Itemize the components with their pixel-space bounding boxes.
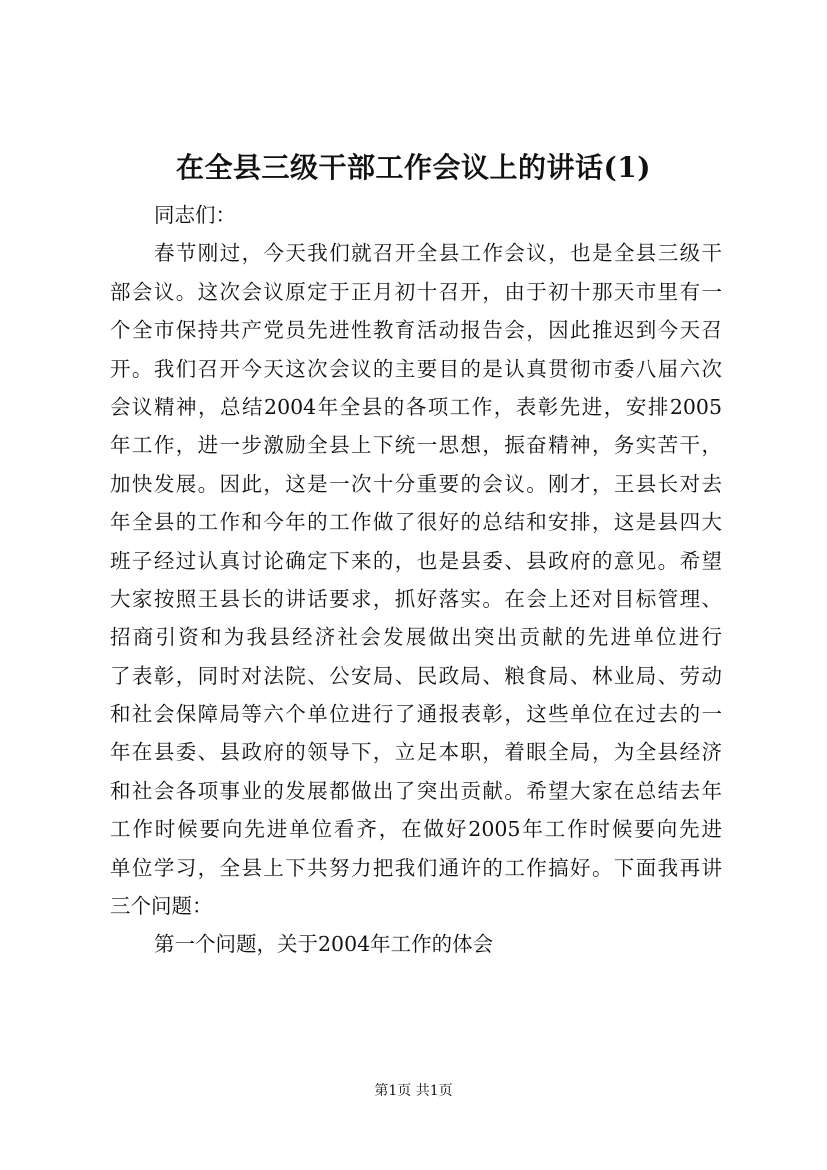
paragraph-line: 年在县委、县政府的领导下，立足本职，着眼全局，为全县经济 bbox=[110, 740, 722, 765]
paragraph-line: 春节刚过，今天我们就召开全县工作会议，也是全县三级干 bbox=[154, 241, 722, 266]
section-heading: 第一个问题，关于2004年工作的体会 bbox=[154, 932, 494, 957]
paragraph-line: 班子经过认真讨论确定下来的，也是县委、县政府的意见。希望 bbox=[110, 548, 722, 573]
paragraph-line: 年全县的工作和今年的工作做了很好的总结和安排，这是县四大 bbox=[110, 510, 722, 535]
paragraph-line: 了表彰，同时对法院、公安局、民政局、粮食局、林业局、劳动 bbox=[110, 663, 722, 688]
paragraph-line: 招商引资和为我县经济社会发展做出突出贡献的先进单位进行 bbox=[110, 625, 722, 650]
paragraph-line: 和社会各项事业的发展都做出了突出贡献。希望大家在总结去年 bbox=[110, 778, 722, 803]
paragraph-line: 个全市保持共产党员先进性教育活动报告会，因此推迟到今天召 bbox=[110, 318, 722, 343]
paragraph-line: 大家按照王县长的讲话要求，抓好落实。在会上还对目标管理、 bbox=[110, 586, 722, 611]
greeting-line: 同志们： bbox=[154, 203, 236, 227]
paragraph-line: 部会议。这次会议原定于正月初十召开，由于初十那天市里有一 bbox=[110, 279, 722, 304]
paragraph-line: 工作时候要向先进单位看齐，在做好2005年工作时候要向先进 bbox=[110, 817, 722, 842]
paragraph-line: 加快发展。因此，这是一次十分重要的会议。刚才，王县长对去 bbox=[110, 471, 722, 496]
document-body bbox=[110, 196, 722, 964]
paragraph-line: 和社会保障局等六个单位进行了通报表彰，这些单位在过去的一 bbox=[110, 702, 722, 727]
paragraph-line: 年工作，进一步激励全县上下统一思想，振奋精神，务实苦干， bbox=[110, 433, 722, 458]
page-footer: 第1页 共1页 bbox=[374, 1083, 453, 1099]
paragraph-line: 会议精神，总结2004年全县的各项工作，表彰先进，安排2005 bbox=[110, 394, 722, 419]
document-title: 在全县三级干部工作会议上的讲话(1) bbox=[176, 151, 651, 184]
paragraph-line: 单位学习，全县上下共努力把我们通许的工作搞好。下面我再讲 bbox=[110, 855, 722, 880]
paragraph-line: 开。我们召开今天这次会议的主要目的是认真贯彻市委八届六次 bbox=[110, 356, 722, 381]
paragraph-line: 三个问题： bbox=[110, 894, 213, 919]
